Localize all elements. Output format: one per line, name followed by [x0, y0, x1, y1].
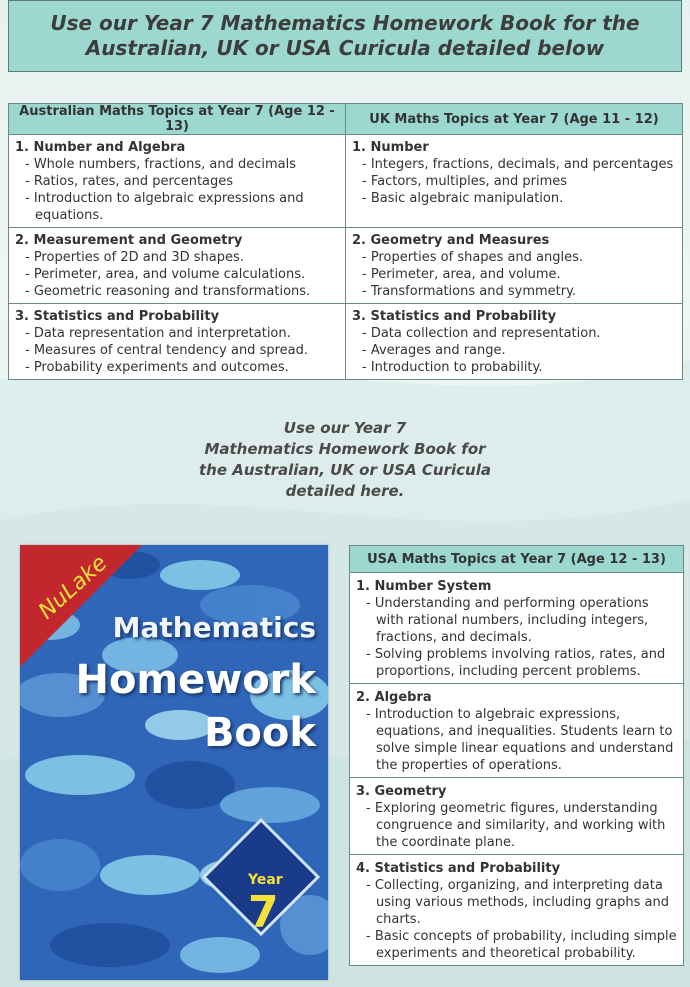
- table-row: [9, 304, 683, 380]
- promo-line: detailed here.: [285, 482, 405, 500]
- list-item: - Understanding and performing operations with rational numbers, including integers, fractions, and decimals.: [366, 596, 649, 645]
- list-item: - Whole numbers, fractions, and decimals: [25, 157, 296, 172]
- year-label: Year: [248, 872, 283, 888]
- section-title: 3. Statistics and Probability: [15, 309, 220, 324]
- section-title: 2. Geometry and Measures: [352, 233, 550, 248]
- list-item: - Properties of 2D and 3D shapes.: [25, 250, 244, 265]
- middle-promo-text: [190, 418, 500, 502]
- year-number: 7: [248, 887, 279, 938]
- usa-section-3: [350, 778, 684, 855]
- usa-section-4: [350, 855, 684, 966]
- au-section-3: [9, 304, 346, 380]
- section-title: 3. Statistics and Probability: [352, 309, 557, 324]
- brand-logo: NuLake: [34, 550, 113, 625]
- list-item: - Solving problems involving ratios, rates, and proportions, including percent problems.: [366, 647, 666, 679]
- section-title: 1. Number and Algebra: [15, 140, 186, 155]
- section-title: 1. Number: [352, 140, 429, 155]
- list-item: - Geometric reasoning and transformations.: [25, 284, 311, 299]
- list-item: - Measures of central tendency and spread.: [25, 343, 308, 358]
- usa-header-row: [350, 546, 684, 573]
- table-row: [350, 778, 684, 855]
- usa-header: USA Maths Topics at Year 7 (Age 12 - 13): [350, 546, 684, 573]
- table-row: [350, 684, 684, 778]
- list-item: - Perimeter, area, and volume.: [362, 267, 561, 282]
- list-item: - Factors, multiples, and primes: [362, 174, 568, 189]
- book-title-line1: Mathematics: [112, 611, 316, 644]
- promo-line: Use our Year 7: [283, 419, 407, 437]
- table-row: [350, 573, 684, 684]
- list-item: - Collecting, organizing, and interpreting data using various methods, including graphs and charts.: [366, 878, 669, 927]
- au-header: Australian Maths Topics at Year 7 (Age 12 - 13): [9, 104, 346, 135]
- usa-section-2: [350, 684, 684, 778]
- list-item: - Data representation and interpretation.: [25, 326, 291, 341]
- list-item: - Transformations and symmetry.: [362, 284, 577, 299]
- uk-section-3: [346, 304, 683, 380]
- book-title-line3: Book: [203, 710, 316, 756]
- list-item: - Properties of shapes and angles.: [362, 250, 584, 265]
- list-item: - Introduction to algebraic expressions and equations.: [25, 191, 304, 223]
- list-item: - Introduction to algebraic expressions, equations, and inequalities. Students learn to solve simple linear equations and understand the properties of operations.: [366, 707, 674, 773]
- usa-topics-table: [349, 545, 684, 966]
- uk-header: UK Maths Topics at Year 7 (Age 11 - 12): [346, 104, 683, 135]
- section-title: 3. Geometry: [356, 784, 447, 799]
- list-item: - Basic concepts of probability, including simple experiments and theoretical probability.: [366, 929, 677, 961]
- list-item: - Perimeter, area, and volume calculations.: [25, 267, 306, 282]
- list-item: - Averages and range.: [362, 343, 506, 358]
- section-title: 4. Statistics and Probability: [356, 861, 561, 876]
- list-item: - Introduction to probability.: [362, 360, 543, 375]
- section-title: 2. Algebra: [356, 690, 432, 705]
- au-section-1: [9, 135, 346, 228]
- list-item: - Probability experiments and outcomes.: [25, 360, 289, 375]
- list-item: - Exploring geometric figures, understanding congruence and similarity, and working with the coordinate plane.: [366, 801, 666, 850]
- top-banner: [8, 0, 682, 72]
- table-row: [350, 855, 684, 966]
- table-row: [9, 228, 683, 304]
- au-uk-topics-table: [8, 103, 683, 380]
- list-item: - Data collection and representation.: [362, 326, 601, 341]
- section-title: 1. Number System: [356, 579, 492, 594]
- promo-line: the Australian, UK or USA Curicula: [199, 461, 491, 479]
- au-section-2: [9, 228, 346, 304]
- list-item: - Basic algebraic manipulation.: [362, 191, 564, 206]
- promo-line: Mathematics Homework Book for: [204, 440, 486, 458]
- usa-section-1: [350, 573, 684, 684]
- uk-section-2: [346, 228, 683, 304]
- uk-section-1: [346, 135, 683, 228]
- book-title-line2: Homework: [75, 657, 316, 703]
- book-cover[interactable]: [20, 545, 328, 980]
- table-row: [9, 135, 683, 228]
- list-item: - Integers, fractions, decimals, and percentages: [362, 157, 674, 172]
- section-title: 2. Measurement and Geometry: [15, 233, 243, 248]
- banner-text: Use our Year 7 Mathematics Homework Book for the Australian, UK or USA Curicula detailed below: [50, 11, 640, 60]
- topics-header-row: [9, 104, 683, 135]
- list-item: - Ratios, rates, and percentages: [25, 174, 234, 189]
